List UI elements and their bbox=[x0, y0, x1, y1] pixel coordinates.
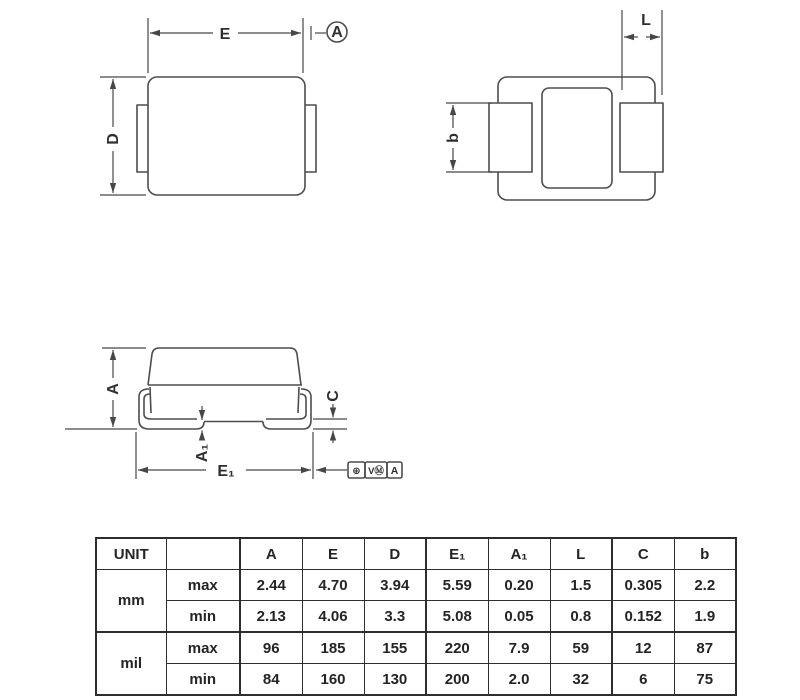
position-symbol-icon: ⊕ bbox=[352, 466, 361, 477]
dim-label-e: E bbox=[219, 26, 231, 43]
value-cell: 87 bbox=[674, 632, 736, 664]
bottom-view-package bbox=[489, 77, 663, 200]
top-view-drawing bbox=[55, 3, 390, 230]
value-cell: 0.305 bbox=[612, 570, 674, 601]
value-cell: 59 bbox=[550, 632, 612, 664]
datum-reference: A bbox=[390, 465, 399, 477]
dim-label-a1: A₁ bbox=[194, 443, 211, 463]
value-cell: 220 bbox=[426, 632, 488, 664]
value-cell: 2.13 bbox=[240, 601, 302, 633]
table-row-mm-max bbox=[96, 570, 736, 601]
value-cell: 75 bbox=[674, 664, 736, 696]
dim-label-c: C bbox=[325, 390, 342, 402]
mold-cap bbox=[148, 348, 301, 385]
dimension-A bbox=[65, 348, 146, 429]
dimension-A1 bbox=[194, 406, 211, 462]
value-cell: 155 bbox=[364, 632, 426, 664]
value-cell: 1.9 bbox=[674, 601, 736, 633]
unit-header-cell: UNIT bbox=[96, 538, 166, 570]
value-cell: 0.05 bbox=[488, 601, 550, 633]
dimension-C bbox=[313, 390, 347, 443]
right-lead-pad bbox=[620, 103, 663, 172]
value-cell: 3.94 bbox=[364, 570, 426, 601]
column-header-D: D bbox=[364, 538, 426, 570]
tolerance-frame bbox=[348, 462, 402, 478]
tolerance-value: VⓂ bbox=[368, 466, 384, 477]
left-lead-inner bbox=[144, 394, 197, 419]
value-cell: 5.59 bbox=[426, 570, 488, 601]
value-cell: 2.44 bbox=[240, 570, 302, 601]
table-row-mm-min bbox=[96, 601, 736, 633]
table-row-mil-max bbox=[96, 632, 736, 664]
left-lead-pad bbox=[489, 103, 532, 172]
column-header-L: L bbox=[550, 538, 612, 570]
limit-header-cell bbox=[166, 538, 240, 570]
top-view-package bbox=[137, 77, 316, 195]
column-header-E1: E₁ bbox=[426, 538, 488, 570]
dim-label-d: D bbox=[105, 133, 122, 145]
column-header-b: b bbox=[674, 538, 736, 570]
value-cell: 4.70 bbox=[302, 570, 364, 601]
column-header-E: E bbox=[302, 538, 364, 570]
value-cell: 0.8 bbox=[550, 601, 612, 633]
value-cell: 0.152 bbox=[612, 601, 674, 633]
value-cell: 1.5 bbox=[550, 570, 612, 601]
unit-cell-mm: mm bbox=[96, 570, 166, 633]
table-row-mil-min bbox=[96, 664, 736, 696]
value-cell: 84 bbox=[240, 664, 302, 696]
limit-cell: min bbox=[166, 664, 240, 696]
value-cell: 12 bbox=[612, 632, 674, 664]
body-side bbox=[298, 387, 299, 413]
value-cell: 7.9 bbox=[488, 632, 550, 664]
value-cell: 200 bbox=[426, 664, 488, 696]
value-cell: 185 bbox=[302, 632, 364, 664]
dim-label-l: L bbox=[641, 12, 651, 29]
value-cell: 2.0 bbox=[488, 664, 550, 696]
value-cell: 160 bbox=[302, 664, 364, 696]
side-view-drawing bbox=[55, 330, 410, 495]
dimensions-table bbox=[95, 537, 737, 696]
value-cell: 2.2 bbox=[674, 570, 736, 601]
limit-cell: max bbox=[166, 570, 240, 601]
left-lead bbox=[139, 389, 204, 429]
column-header-A: A bbox=[240, 538, 302, 570]
package-body bbox=[148, 77, 305, 195]
bottom-view-drawing bbox=[430, 3, 680, 230]
value-cell: 0.20 bbox=[488, 570, 550, 601]
body-side bbox=[150, 387, 151, 413]
value-cell: 5.08 bbox=[426, 601, 488, 633]
header-row bbox=[96, 538, 736, 570]
column-header-A1: A₁ bbox=[488, 538, 550, 570]
value-cell: 32 bbox=[550, 664, 612, 696]
dim-label-e1: E₁ bbox=[217, 463, 235, 480]
dimension-b bbox=[445, 103, 492, 172]
value-cell: 96 bbox=[240, 632, 302, 664]
limit-cell: max bbox=[166, 632, 240, 664]
limit-cell: min bbox=[166, 601, 240, 633]
unit-cell-mil: mil bbox=[96, 632, 166, 695]
value-cell: 4.06 bbox=[302, 601, 364, 633]
dim-label-a: A bbox=[105, 383, 122, 395]
value-cell: 130 bbox=[364, 664, 426, 696]
datum-a-callout bbox=[311, 22, 347, 42]
datum-label: A bbox=[331, 24, 343, 41]
side-view-package bbox=[139, 348, 311, 429]
value-cell: 6 bbox=[612, 664, 674, 696]
dimension-E bbox=[148, 18, 303, 73]
column-header-C: C bbox=[612, 538, 674, 570]
value-cell: 3.3 bbox=[364, 601, 426, 633]
dimension-E1 bbox=[136, 432, 347, 480]
dim-label-b: b bbox=[445, 133, 462, 143]
right-lead-inner bbox=[266, 394, 306, 419]
